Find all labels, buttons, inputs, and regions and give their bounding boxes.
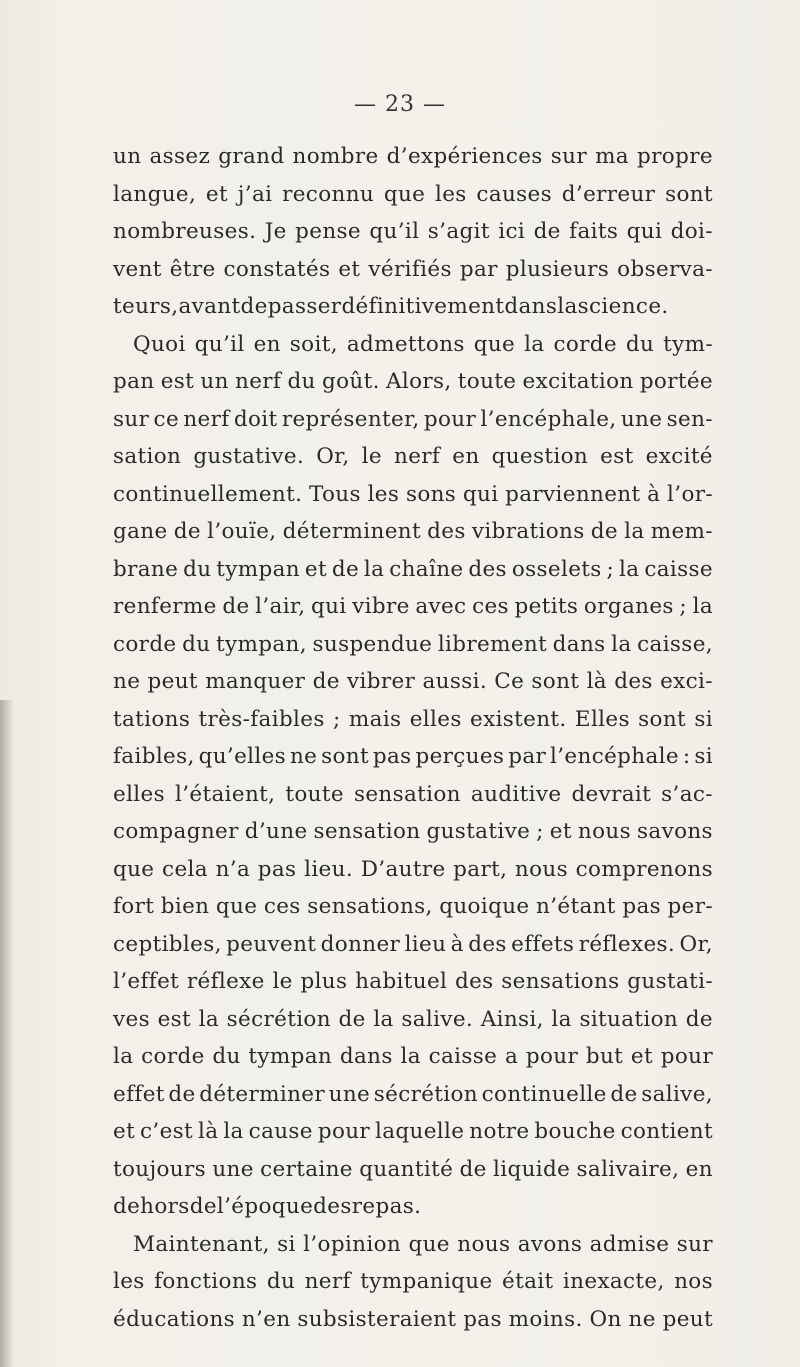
- text-line: compagner d’une sensation gustative ; et nous savons: [113, 819, 713, 844]
- text-line: Quoi qu’il en soit, admettons que la corde du tym-: [133, 331, 713, 357]
- text-line: pan est un nerf du goût. Alors, toute excitation portée: [113, 369, 713, 394]
- binding-shadow: [0, 700, 14, 1367]
- text-line: sur ce nerf doit représenter, pour l’encéphale, une sen-: [113, 406, 713, 432]
- text-line: nombreuses. Je pense qu’il s’agit ici de faits qui doi-: [113, 219, 713, 244]
- text-line: renferme de l’air, qui vibre avec ces petits organes ; la: [113, 594, 713, 619]
- text-line: et c’est là la cause pour laquelle notre bouche contient: [113, 1119, 713, 1144]
- text-line: toujours une certaine quantité de liquide salivaire, en: [113, 1156, 713, 1182]
- text-line: Maintenant, si l’opinion que nous avons admise sur: [133, 1231, 713, 1257]
- text-line: faibles, qu’elles ne sont pas perçues par l’encéphale : si: [113, 744, 713, 769]
- text-line: effet de déterminer une sécrétion continuelle de salive,: [113, 1081, 713, 1107]
- text-line: ne peut manquer de vibrer aussi. Ce sont là des exci-: [113, 669, 713, 694]
- text-line: la corde du tympan dans la caisse a pour but et pour: [113, 1044, 713, 1069]
- body-text: [113, 138, 713, 1338]
- text-line: fort bien que ces sensations, quoique n’étant pas per-: [113, 894, 713, 919]
- text-line: continuellement. Tous les sons qui parviennent à l’or-: [113, 481, 713, 507]
- text-line: vent être constatés et vérifiés par plusieurs observa-: [113, 256, 713, 282]
- text-line: l’effet réflexe le plus habituel des sensations gustati-: [113, 969, 713, 994]
- text-line: langue, et j’ai reconnu que les causes d’erreur sont: [113, 181, 713, 207]
- text-line: ves est la sécrétion de la salive. Ainsi, la situation de: [113, 1006, 713, 1032]
- text-line: gane de l’ouïe, déterminent des vibrations de la mem-: [113, 519, 713, 544]
- text-line: que cela n’a pas lieu. D’autre part, nous comprenons: [113, 856, 713, 882]
- text-line: tations très-faibles ; mais elles existent. Elles sont si: [113, 706, 713, 732]
- text-line: elles l’étaient, toute sensation auditive devrait s’ac-: [113, 781, 713, 807]
- text-line: dehors de l’époque des repas.: [113, 1194, 422, 1219]
- text-line: corde du tympan, suspendue librement dans la caisse,: [113, 631, 713, 657]
- text-line: les fonctions du nerf tympanique était inexacte, nos: [113, 1269, 713, 1294]
- text-line: un assez grand nombre d’expériences sur ma propre: [113, 144, 713, 169]
- text-line: brane du tympan et de la chaîne des osselets ; la caisse: [113, 556, 713, 582]
- text-line: sation gustative. Or, le nerf en question est excité: [113, 444, 713, 469]
- text-line: teurs, avant de passer définitivement dans la science.: [113, 294, 669, 319]
- page-number: — 23 —: [354, 92, 446, 117]
- text-line: ceptibles, peuvent donner lieu à des effets réflexes. Or,: [113, 931, 713, 957]
- text-line: éducations n’en subsisteraient pas moins. On ne peut: [113, 1306, 713, 1332]
